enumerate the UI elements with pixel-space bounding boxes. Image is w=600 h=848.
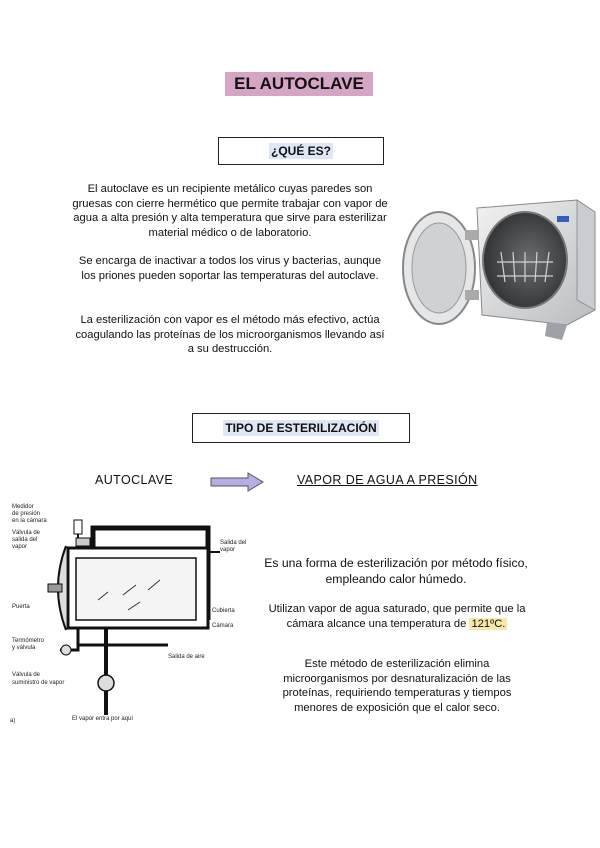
autoclave-diagram <box>8 500 253 728</box>
function-paragraph: Se encarga de inactivar a todos los virus y bacterias, aunque los priones pueden soportar las temperaturas del autoclave. <box>78 255 382 282</box>
svg-text:y válvula: y válvula <box>12 645 36 651</box>
svg-text:Cubierta: Cubierta <box>212 608 235 614</box>
temperature-paragraph <box>268 602 526 631</box>
svg-text:Salida de aire: Salida de aire <box>168 654 205 660</box>
autoclave-image <box>397 190 597 350</box>
door-label: Puerta <box>12 604 30 610</box>
svg-text:de presión: de presión <box>12 511 41 517</box>
flow-label-vapor: VAPOR DE AGUA A PRESIÓN <box>297 473 478 487</box>
temperature-highlight: 121ºC. <box>471 617 506 630</box>
svg-text:vapor: vapor <box>220 547 236 553</box>
section-heading-que-es <box>218 137 384 165</box>
svg-text:Termómetro: Termómetro <box>12 638 45 644</box>
svg-text:Válvula de: Válvula de <box>12 672 41 678</box>
svg-text:Cámara: Cámara <box>212 623 234 629</box>
svg-text:en la cámara: en la cámara <box>12 518 47 524</box>
svg-text:vapor: vapor <box>12 544 28 550</box>
right-arrow-icon <box>210 472 265 492</box>
svg-text:El vapor entra por aquí: El vapor entra por aquí <box>72 716 134 722</box>
svg-text:a): a) <box>10 718 16 724</box>
flow-label-autoclave: AUTOCLAVE <box>95 473 174 487</box>
section-heading-label: ¿QUÉ ES? <box>270 144 331 158</box>
svg-text:Válvula de: Válvula de <box>12 530 41 536</box>
elimination-paragraph: Este método de esterilización elimina microorganismos por desnaturalización de las proteínas, requiriendo temperaturas y tiempos menores de exposición que el calor seco. <box>282 658 512 714</box>
svg-text:suministro de vapor: suministro de vapor <box>12 680 65 686</box>
svg-text:salida del: salida del <box>12 537 38 543</box>
svg-text:Salida del: Salida del <box>220 540 247 546</box>
method-paragraph: Es una forma de esterilización por método físico, empleando calor húmedo. <box>264 556 528 586</box>
effectiveness-paragraph: La esterilización con vapor es el método más efectivo, actúa coagulando las proteínas de los microorganismos llevando así a su destrucción. <box>75 314 385 356</box>
page-title: EL AUTOCLAVE <box>225 72 373 96</box>
section-heading-label: TIPO DE ESTERILIZACIÓN <box>225 421 377 435</box>
definition-paragraph: El autoclave es un recipiente metálico cuyas paredes son gruesas con cierre hermético que permite trabajar con vapor de agua a alta presión y alta temperatura que sirve para esterilizar material médico o de laboratorio. <box>72 183 388 239</box>
section-heading-tipo <box>192 413 410 443</box>
temperature-text: Utilizan vapor de agua saturado, que permite que la cámara alcance una temperatura de <box>268 603 526 630</box>
svg-text:Medidor: Medidor <box>12 504 34 510</box>
